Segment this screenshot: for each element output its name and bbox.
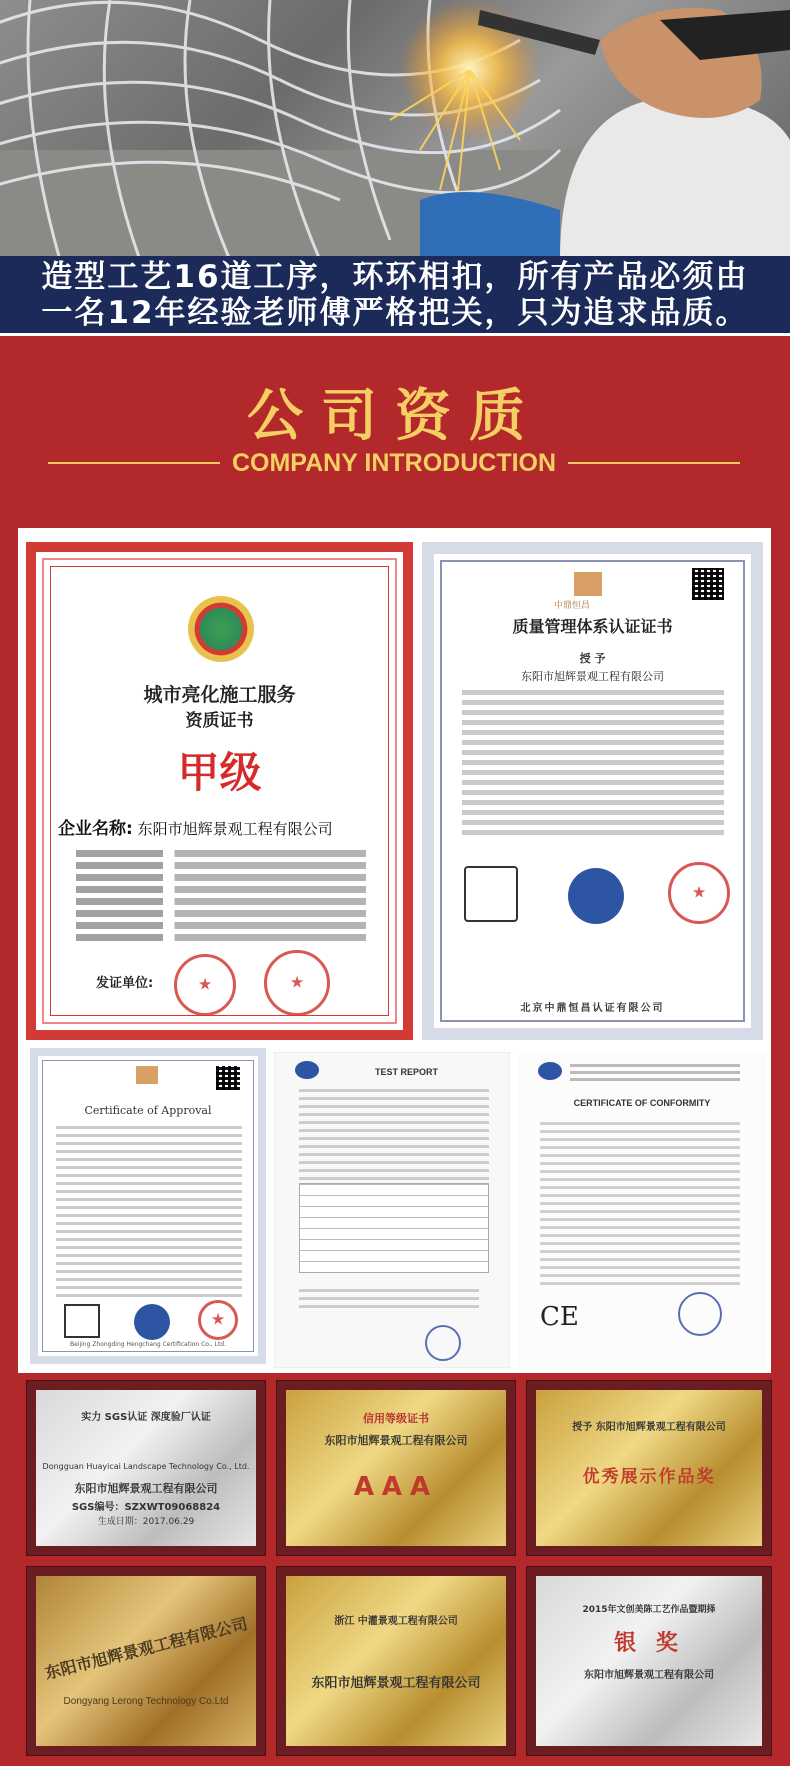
certificate-details — [462, 690, 724, 840]
lab-address — [570, 1064, 740, 1085]
sgs-certification-plaque — [26, 1380, 266, 1556]
blue-seal-icon — [425, 1325, 461, 1361]
plaque-company: 东阳市旭辉景观工程有限公司 — [584, 1670, 714, 1681]
plaque-rating: AAA — [353, 1472, 439, 1502]
plaque-face — [286, 1390, 506, 1546]
plaque-company: 东阳市旭辉景观工程有限公司 — [311, 1676, 481, 1691]
certificate-title: 质量管理体系认证证书 — [512, 617, 673, 636]
plaque-company: 东阳市旭辉景观工程有限公司 — [324, 1434, 468, 1447]
grant-label: 授 予 — [579, 652, 606, 665]
certificate-details — [540, 1122, 740, 1290]
aaa-credit-plaque — [276, 1380, 516, 1556]
section-subtitle: COMPANY INTRODUCTION — [231, 448, 557, 477]
issuer-label: 发证单位: — [96, 976, 154, 991]
company-name: 东阳市旭辉景观工程有限公司 — [137, 820, 333, 838]
certificates-panel — [18, 528, 771, 1373]
company-brass-plaque — [26, 1566, 266, 1756]
issuer-name: 北京中鼎恒昌认证有限公司 — [520, 1003, 665, 1014]
lab-logo-icon — [295, 1061, 319, 1079]
section-title: 公司资质 — [247, 383, 543, 449]
qr-code-icon — [216, 1066, 240, 1090]
certificate-details — [76, 850, 366, 946]
lighting-construction-certificate — [26, 542, 413, 1040]
plaque-face — [36, 1390, 256, 1546]
excellent-exhibit-award-plaque — [526, 1380, 772, 1556]
certificate-title: CERTIFICATE OF CONFORMITY — [573, 1098, 711, 1108]
accreditation-seals — [454, 860, 744, 930]
plaque-face — [36, 1576, 256, 1746]
certificate-title: 城市亮化施工服务 — [143, 684, 296, 706]
ce-mark-icon: CE — [540, 1302, 579, 1332]
plaque-company: 东阳市旭辉景观工程有限公司 — [74, 1482, 218, 1495]
company-name: 东阳市旭辉景观工程有限公司 — [521, 670, 664, 683]
hero-caption — [0, 256, 790, 336]
plaque-date: 生成日期：2017.06.29 — [97, 1517, 195, 1527]
lab-logo-icon — [538, 1062, 562, 1080]
certificate-of-conformity — [518, 1052, 766, 1368]
report-title: TEST REPORT — [375, 1067, 439, 1077]
caption-line-1: 造型工艺16道工序，环环相扣，所有产品必须由 — [41, 258, 749, 295]
iaf-logo-icon — [568, 868, 624, 924]
cnas-seal-icon — [464, 866, 518, 922]
certificate-subtitle: 资质证书 — [185, 711, 254, 731]
plaque-award: 优秀展示作品奖 — [582, 1467, 716, 1487]
silver-award-plaque — [526, 1566, 772, 1756]
certificate-details — [56, 1126, 242, 1302]
brand-name: 中鼎恒昌 — [554, 601, 591, 611]
red-seal-icon — [174, 954, 236, 1016]
plaque-company: 东阳市旭辉景观工程有限公司 — [43, 1614, 250, 1683]
plaque-sgs-number: SGS编号：SZXWT09068824 — [71, 1502, 221, 1513]
blue-seal-icon — [678, 1292, 722, 1336]
cnas-seal-icon — [64, 1304, 100, 1338]
company-label: 企业名称: — [58, 819, 133, 839]
section-subtitle-row — [48, 448, 740, 478]
brand-logo-icon — [136, 1066, 158, 1084]
welding-scene-illustration — [0, 0, 790, 260]
certificate-title: Certificate of Approval — [84, 1104, 212, 1117]
plaque-heading: 实力 SGS认证 深度验厂认证 — [81, 1412, 211, 1423]
test-report — [274, 1052, 510, 1368]
caption-line-2: 一名12年经验老师傅严格把关，只为追求品质。 — [41, 294, 749, 331]
partner-plaque — [276, 1566, 516, 1756]
red-seal-icon — [264, 950, 330, 1016]
report-details — [299, 1089, 489, 1185]
plaque-line: Dongguan Huayicai Landscape Technology Co., Ltd. — [42, 1462, 250, 1471]
iaf-logo-icon — [134, 1304, 170, 1340]
qr-code-icon — [692, 568, 724, 600]
plaque-face — [536, 1576, 762, 1746]
issuer-name: Beijing Zhongding Hengchang Certification Co., Ltd. — [69, 1341, 227, 1348]
divider-left — [48, 462, 220, 464]
red-seal-icon — [198, 1300, 238, 1340]
test-results-table — [299, 1183, 489, 1273]
certificate-company — [58, 814, 333, 839]
plaque-heading: 信用等级证书 — [363, 1412, 429, 1425]
certificate-of-approval — [30, 1048, 266, 1364]
quality-management-certificate — [422, 542, 763, 1040]
plaque-award: 银 奖 — [614, 1631, 684, 1656]
plaque-heading: 2015年文创美陈工艺作品暨期择 — [582, 1605, 716, 1615]
divider-right — [568, 462, 740, 464]
plaque-face — [536, 1390, 762, 1546]
plaque-company: 授予 东阳市旭辉景观工程有限公司 — [572, 1422, 726, 1433]
cqcs-emblem-icon — [188, 596, 254, 662]
plaque-english-name: Dongyang Lerong Technology Co.Ltd — [63, 1696, 229, 1707]
brand-logo-icon — [574, 572, 602, 596]
report-notes — [299, 1289, 479, 1313]
red-seal-icon — [668, 862, 730, 924]
plaque-heading: 浙江 中灌景观工程有限公司 — [334, 1616, 458, 1627]
hero-photo — [0, 0, 790, 260]
certificate-grade: 甲级 — [177, 748, 262, 797]
plaque-face — [286, 1576, 506, 1746]
